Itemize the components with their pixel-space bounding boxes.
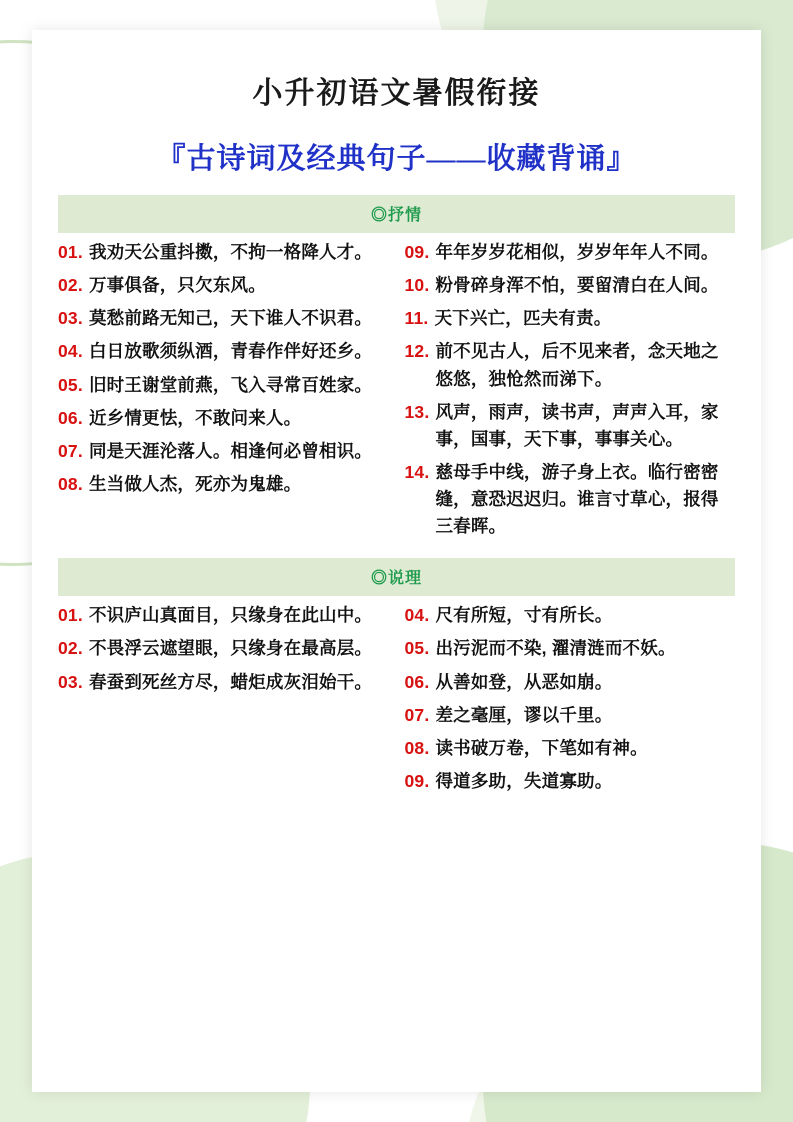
list-item	[405, 735, 736, 762]
list-item	[58, 602, 389, 629]
list-item	[58, 272, 389, 299]
item-text: 莫愁前路无知己，天下谁人不识君。	[88, 308, 373, 329]
item-text: 生当做人杰，死亦为鬼雄。	[88, 473, 302, 494]
column-right	[405, 602, 736, 801]
item-text: 得道多助，失道寡助。	[435, 770, 613, 791]
item-number: 05.	[404, 638, 430, 659]
item-text: 尺有所短，寸有所长。	[435, 605, 613, 626]
page-title: 小升初语文暑假衔接	[252, 77, 541, 110]
list-item	[405, 239, 736, 266]
item-number: 01.	[58, 242, 83, 262]
item-text: 旧时王谢堂前燕，飞入寻常百姓家。	[88, 374, 373, 395]
item-text: 万事俱备，只欠东风。	[88, 275, 266, 296]
item-number: 14.	[404, 461, 430, 482]
item-text: 粉骨碎身浑不怕，要留清白在人间。	[435, 275, 719, 296]
item-number: 09.	[404, 770, 430, 791]
item-number: 12.	[404, 341, 430, 362]
list-item	[405, 768, 736, 795]
item-text: 不识庐山真面目，只缘身在此山中。	[88, 605, 373, 626]
column-left	[58, 602, 389, 701]
section-columns	[58, 602, 735, 801]
item-text: 同是天涯沦落人。相逢何必曾相识。	[88, 440, 373, 461]
item-number: 02.	[58, 638, 83, 659]
list-item	[58, 372, 389, 399]
list-item	[58, 635, 389, 662]
list-item	[58, 669, 389, 696]
item-number: 04.	[58, 341, 83, 362]
item-number: 03.	[58, 671, 83, 692]
item-text: 天下兴亡，匹夫有责。	[434, 308, 612, 329]
list-item	[58, 438, 389, 465]
item-text: 读书破万卷，下笔如有神。	[435, 737, 648, 758]
list-item	[58, 239, 389, 266]
section-header: ◎抒情	[58, 195, 735, 233]
item-number: 03.	[58, 308, 83, 329]
item-text: 白日放歌须纵酒，青春作伴好还乡。	[88, 341, 373, 362]
item-text: 风声，雨声，读书声，声声入耳，家事，国事，天下事，事事关心。	[435, 401, 719, 449]
item-text: 出污泥而不染, 濯清涟而不妖。	[435, 638, 676, 659]
item-number: 02.	[58, 275, 83, 296]
item-number: 01.	[58, 605, 83, 626]
list-item	[405, 602, 736, 629]
sections-container	[58, 195, 735, 801]
item-number: 10.	[404, 275, 430, 296]
list-item	[58, 305, 389, 332]
item-number: 05.	[58, 374, 83, 395]
document-card	[32, 30, 761, 1092]
list-item	[405, 272, 736, 299]
item-text: 春蚕到死丝方尽，蜡炬成灰泪始干。	[88, 671, 373, 692]
list-item	[405, 399, 736, 453]
item-text: 不畏浮云遮望眼，只缘身在最高层。	[88, 638, 373, 659]
item-text: 年年岁岁花相似，岁岁年年人不同。	[435, 242, 719, 262]
list-item	[405, 305, 736, 332]
item-text: 前不见古人，后不见来者，念天地之悠悠，独怆然而涕下。	[435, 341, 719, 389]
item-number: 04.	[404, 605, 430, 626]
item-number: 09.	[404, 242, 430, 262]
list-item	[405, 702, 736, 729]
section-header: ◎说理	[58, 558, 735, 596]
item-text: 我劝天公重抖擞，不拘一格降人才。	[88, 242, 373, 262]
item-number: 07.	[404, 704, 430, 725]
list-item	[58, 338, 389, 365]
list-item	[405, 635, 736, 662]
list-item	[405, 338, 736, 392]
list-item	[405, 459, 736, 540]
list-item	[58, 405, 389, 432]
list-item	[405, 669, 736, 696]
item-text: 慈母手中线，游子身上衣。临行密密缝，意恐迟迟归。谁言寸草心，报得三春晖。	[435, 461, 719, 537]
item-number: 11.	[404, 308, 429, 329]
item-text: 从善如登，从恶如崩。	[435, 671, 613, 692]
item-number: 07.	[58, 440, 83, 461]
list-item	[58, 471, 389, 498]
column-right	[405, 239, 736, 546]
item-number: 08.	[404, 737, 430, 758]
page-subtitle: 『古诗词及经典句子——收藏背诵』	[156, 143, 637, 175]
section-columns	[58, 239, 735, 546]
item-number: 06.	[58, 407, 83, 428]
item-number: 13.	[404, 401, 430, 422]
item-number: 08.	[58, 473, 83, 494]
item-text: 差之毫厘，谬以千里。	[435, 704, 613, 725]
column-left	[58, 239, 389, 504]
item-number: 06.	[404, 671, 430, 692]
item-text: 近乡情更怯，不敢问来人。	[88, 407, 302, 428]
